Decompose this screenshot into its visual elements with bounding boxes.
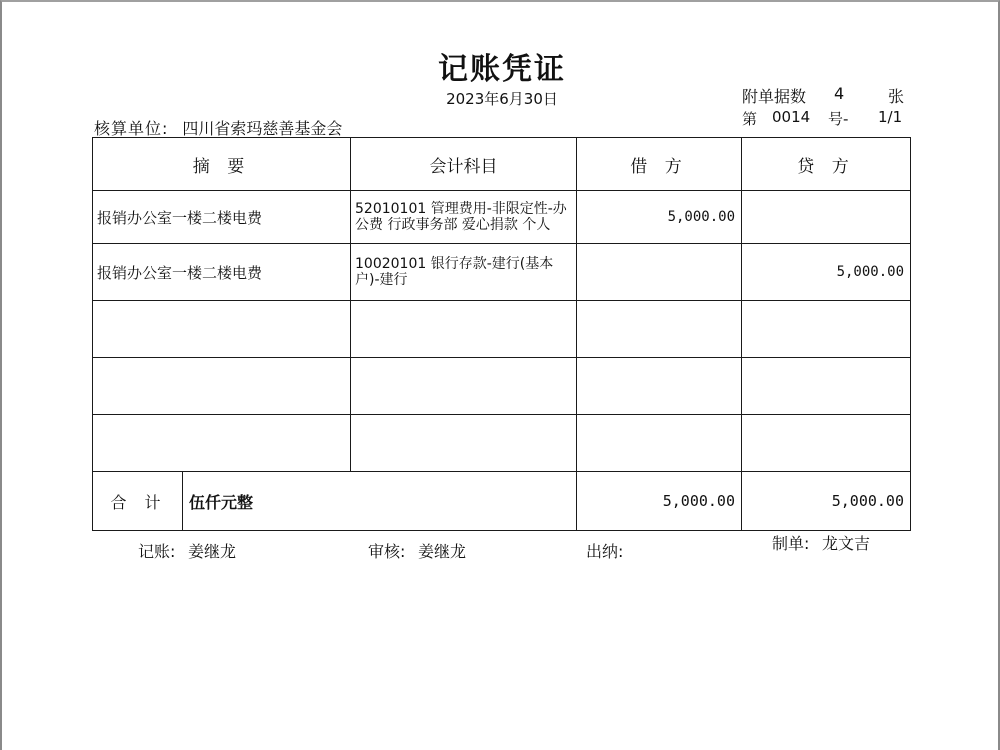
- attachment-label: 附单据数: [742, 87, 807, 106]
- total-debit: 5,000.00: [577, 472, 742, 531]
- preparer-name: 龙文吉: [822, 534, 871, 553]
- voucher-title: 记账凭证: [438, 52, 566, 87]
- voucher-page: 1/1: [878, 108, 903, 126]
- total-label: 合计: [93, 472, 183, 530]
- reviewer-name: 姜继龙: [418, 542, 467, 561]
- cashier-label: 出纳:: [586, 542, 624, 561]
- table-row-empty: [93, 415, 911, 472]
- total-row: [93, 472, 911, 531]
- attachment-unit: 张: [888, 87, 905, 106]
- column-debit: 借 方: [577, 138, 742, 191]
- accounting-unit: [94, 116, 342, 139]
- total-amount-words: 伍仟元整: [189, 492, 254, 512]
- column-credit: 贷 方: [742, 138, 911, 191]
- voucher-table: [92, 137, 911, 531]
- row-debit: [577, 244, 742, 301]
- column-summary: 摘 要: [93, 138, 351, 191]
- row-summary: 报销办公室一楼二楼电费: [93, 191, 351, 244]
- voucher-number-prefix: 第: [742, 110, 758, 128]
- preparer-label: 制单:: [772, 534, 810, 553]
- accounting-unit-name: 四川省索玛慈善基金会: [182, 119, 343, 138]
- row-summary: 报销办公室一楼二楼电费: [93, 244, 351, 301]
- attachment-number: 4: [834, 84, 845, 103]
- bookkeeper-label: 记账:: [138, 542, 176, 561]
- voucher-number-value: 0014: [772, 108, 811, 126]
- table-row: [93, 191, 911, 244]
- table-header: [93, 138, 911, 191]
- voucher-number-suffix: 号-: [828, 110, 849, 128]
- reviewer-label: 审核:: [368, 542, 406, 561]
- row-account: 10020101 银行存款-建行(基本户)-建行: [351, 244, 577, 301]
- table-row: [93, 244, 911, 301]
- total-credit: 5,000.00: [742, 472, 911, 531]
- row-account: 52010101 管理费用-非限定性-办公费 行政事务部 爱心捐款 个人: [351, 191, 577, 244]
- table-row-empty: [93, 358, 911, 415]
- row-debit: 5,000.00: [577, 191, 742, 244]
- row-credit: 5,000.00: [742, 244, 911, 301]
- bookkeeper-name: 姜继龙: [188, 542, 237, 561]
- voucher-date: 2023年6月30日: [446, 90, 558, 108]
- column-account: 会计科目: [351, 138, 577, 191]
- table-row-empty: [93, 301, 911, 358]
- accounting-unit-label: 核算单位:: [94, 119, 169, 138]
- row-credit: [742, 191, 911, 244]
